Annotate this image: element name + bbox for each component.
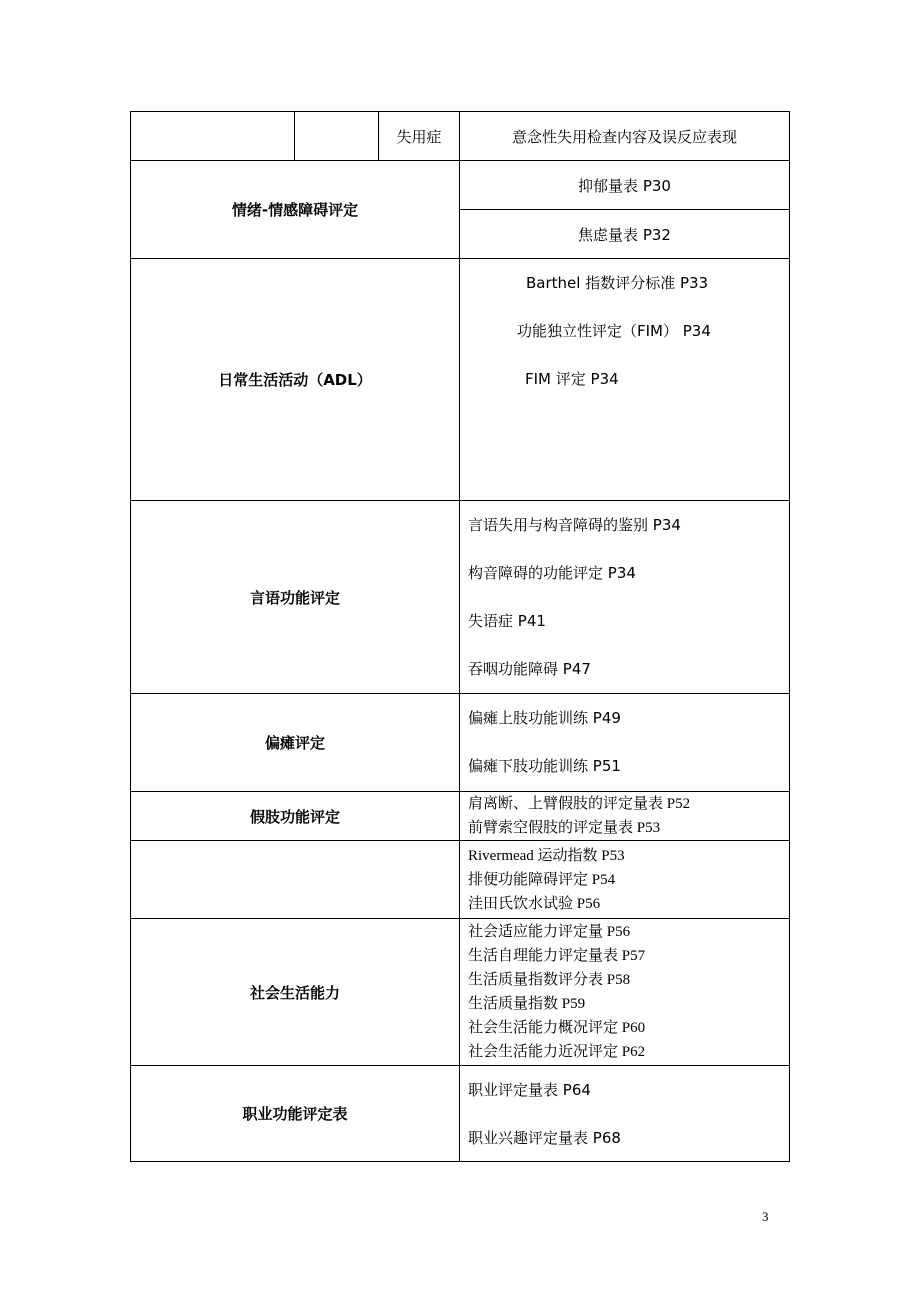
items-cell [460, 919, 790, 1066]
contents-table [130, 111, 790, 1162]
list-item: 职业兴趣评定量表 P68 [468, 1129, 621, 1147]
category-label: 言语功能评定 [131, 501, 460, 694]
table-row [131, 919, 790, 1066]
list-item: 生活质量指数评分表 P58 [468, 972, 631, 988]
items-cell [460, 259, 790, 501]
category-label: 情绪-情感障碍评定 [131, 161, 460, 259]
list-item: 抑郁量表 P30 [460, 161, 790, 210]
list-item: 偏瘫下肢功能训练 P51 [468, 757, 621, 775]
table-row [131, 841, 790, 919]
list-item: 偏瘫上肢功能训练 P49 [468, 709, 621, 727]
table-row [131, 112, 790, 161]
category-label: 职业功能评定表 [131, 1066, 460, 1162]
empty-cell [295, 112, 379, 161]
list-item: 生活自理能力评定量表 P57 [468, 948, 646, 964]
list-item: FIM 评定 P34 [525, 370, 619, 388]
table-row [131, 259, 790, 501]
list-item: 生活质量指数 P59 [468, 996, 586, 1012]
category-label [131, 841, 460, 919]
items-cell [460, 841, 790, 919]
list-item: 社会生活能力概况评定 P60 [468, 1020, 646, 1036]
table-row [131, 1066, 790, 1162]
list-item: 洼田氏饮水试验 P56 [468, 895, 601, 912]
category-label: 假肢功能评定 [131, 792, 460, 841]
table-row [131, 694, 790, 792]
list-item: 吞咽功能障碍 P47 [468, 660, 591, 678]
category-label: 偏瘫评定 [131, 694, 460, 792]
list-item: 失语症 P41 [468, 612, 546, 630]
items-cell [460, 792, 790, 841]
table-row [131, 161, 790, 210]
list-item: 焦虑量表 P32 [460, 210, 790, 259]
table-row [131, 501, 790, 694]
list-item: 意念性失用检查内容及误反应表现 [460, 112, 790, 161]
items-cell [460, 1066, 790, 1162]
subcategory-label: 失用症 [379, 112, 460, 161]
list-item: 职业评定量表 P64 [468, 1081, 591, 1099]
list-item: 社会适应能力评定量 P56 [468, 924, 631, 940]
list-item: 排便功能障碍评定 P54 [468, 871, 616, 888]
list-item: 肩离断、上臂假肢的评定量表 P52 [468, 796, 691, 812]
items-cell [460, 694, 790, 792]
list-item: Rivermead 运动指数 P53 [468, 847, 625, 864]
category-label: 日常生活活动（ADL） [131, 259, 460, 501]
category-label: 社会生活能力 [131, 919, 460, 1066]
list-item: Barthel 指数评分标准 P33 [526, 274, 709, 292]
list-item: 言语失用与构音障碍的鉴别 P34 [468, 516, 681, 534]
items-cell [460, 501, 790, 694]
list-item: 构音障碍的功能评定 P34 [468, 564, 636, 582]
list-item: 前臂索空假肢的评定量表 P53 [468, 820, 661, 836]
list-item: 社会生活能力近况评定 P62 [468, 1044, 646, 1060]
empty-cell [131, 112, 295, 161]
page-number: 3 [762, 1209, 769, 1224]
list-item: 功能独立性评定（FIM） P34 [517, 322, 711, 340]
table-row [131, 792, 790, 841]
